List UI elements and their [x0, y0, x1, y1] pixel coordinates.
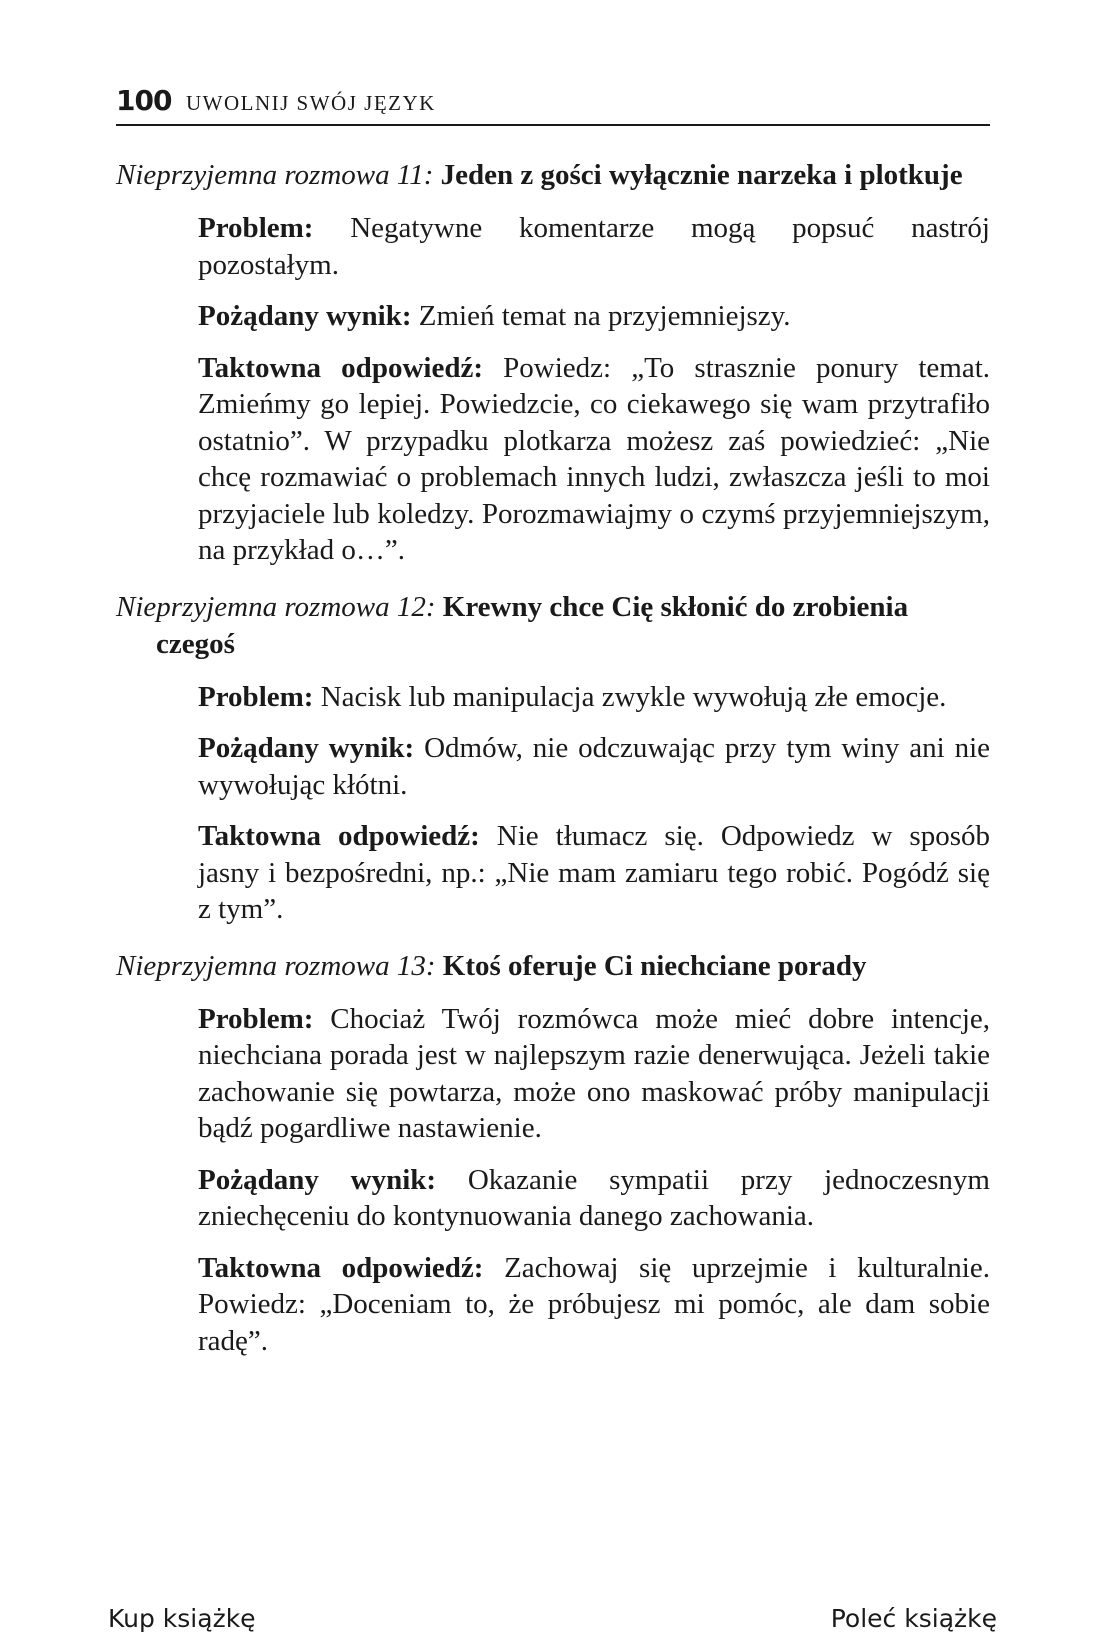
- section-heading-title: Ktoś oferuje Ci niechciane porady: [442, 949, 867, 982]
- entry-label: Pożądany wynik:: [198, 300, 412, 332]
- entry-text: Negatywne komentarze mogą popsuć nastrój pozostałym.: [198, 212, 990, 281]
- section-heading-title: Krewny chce Cię skłonić do zrobienia czegoś: [156, 590, 909, 660]
- entry-text: Odmów, nie odczuwając przy tym winy ani nie wywołując kłótni.: [198, 732, 990, 801]
- entry-text: Zachowaj się uprzejmie i kulturalnie. Powiedz: „Doceniam to, że próbujesz mi pomóc, ale dam sobie radę”.: [198, 1251, 990, 1357]
- entry-text: Okazanie sympatii przy jednoczesnym zniechęceniu do kontynuowania danego zachowania.: [198, 1163, 990, 1232]
- entry-label: Pożądany wynik:: [198, 1163, 437, 1196]
- page-number: 100: [116, 84, 172, 117]
- entry-tactful-response: [198, 350, 990, 569]
- entry-label: Problem:: [198, 1002, 314, 1035]
- entry-problem: [198, 679, 990, 716]
- entry-label: Taktowna odpowiedź:: [198, 351, 483, 384]
- recommend-book-link[interactable]: Poleć książkę: [830, 1604, 997, 1633]
- entry-tactful-response: [198, 818, 990, 928]
- section-heading-12: [116, 589, 990, 663]
- running-header: [116, 80, 990, 126]
- running-title: UWOLNIJ SWÓJ JĘZYK: [186, 91, 436, 115]
- section-heading-number: Nieprzyjemna rozmowa 13:: [116, 949, 436, 982]
- entry-text: Zmień temat na przyjemniejszy.: [418, 300, 791, 332]
- entry-text: Powiedz: „To strasznie ponury temat. Zmieńmy go lepiej. Powiedzcie, co ciekawego się wam przytrafiło ostatnio”. W przypadku plotkarza możesz zaś powiedzieć: „Nie chcę rozmawiać o problemach innych ludzi, zwłaszcza jeśli to moi przyjaciele lub koledzy. Porozmawiajmy o czymś przyjemniejszym, na przykład o…”.: [198, 351, 991, 566]
- entry-label: Taktowna odpowiedź:: [198, 1251, 484, 1284]
- entry-desired-result: [198, 298, 990, 335]
- entry-text: Nie tłumacz się. Odpowiedz w sposób jasny i bezpośredni, np.: „Nie mam zamiaru tego robić. Pogódź się z tym”.: [198, 820, 991, 925]
- entry-label: Taktowna odpowiedź:: [198, 820, 480, 852]
- section-heading-number: Nieprzyjemna rozmowa 12:: [116, 590, 436, 623]
- section-heading-11: [116, 157, 990, 194]
- entry-label: Pożądany wynik:: [198, 732, 415, 764]
- entry-text: Chociaż Twój rozmówca może mieć dobre intencje, niechciana porada jest w najlepszym razie denerwująca. Jeżeli takie zachowanie się powtarza, może ono maskować próby manipulacji bądź pogardliwe nastawienie.: [198, 1002, 990, 1144]
- entry-problem: [198, 1001, 990, 1147]
- entry-desired-result: [198, 1162, 990, 1235]
- entry-tactful-response: [198, 1250, 990, 1360]
- page-content: [116, 157, 990, 1359]
- entry-problem: [198, 210, 990, 283]
- entry-label: Problem:: [198, 212, 314, 244]
- section-heading-13: [116, 948, 990, 985]
- section-heading-title: Jeden z gości wyłącznie narzeka i plotkuje: [440, 159, 963, 191]
- entry-desired-result: [198, 730, 990, 803]
- section-heading-number: Nieprzyjemna rozmowa 11:: [116, 159, 434, 191]
- entry-label: Problem:: [198, 680, 314, 713]
- buy-book-link[interactable]: Kup książkę: [108, 1604, 256, 1633]
- entry-text: Nacisk lub manipulacja zwykle wywołują złe emocje.: [320, 680, 947, 713]
